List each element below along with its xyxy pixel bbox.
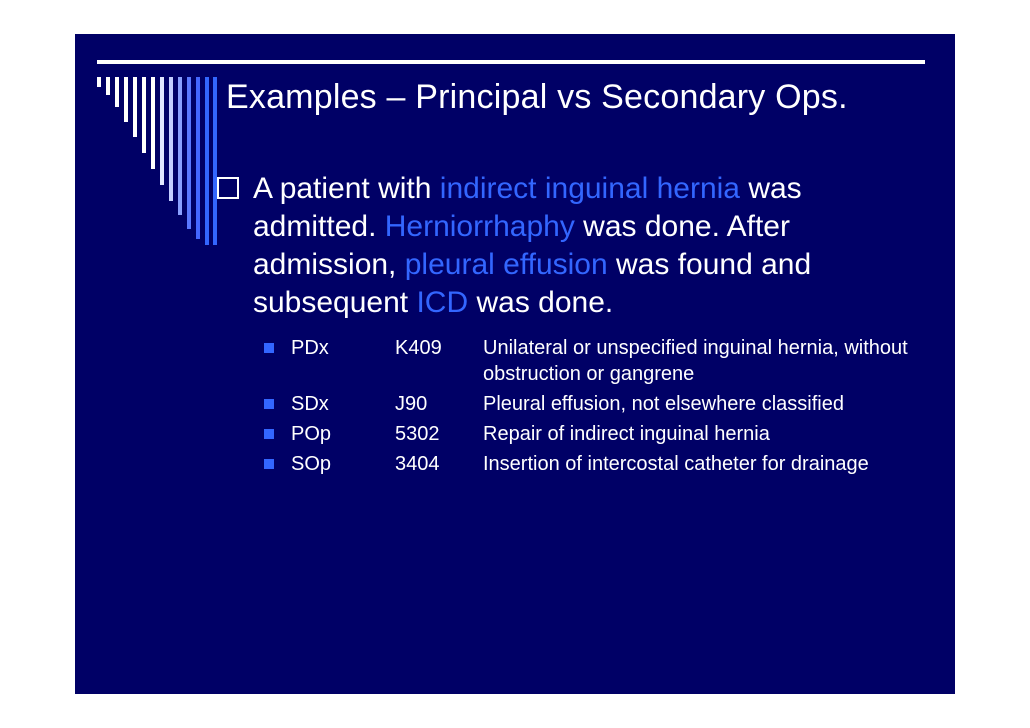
bar — [97, 77, 101, 87]
code-row — [264, 391, 924, 417]
bar — [151, 77, 155, 169]
decorative-bars — [97, 77, 217, 247]
main-bullet — [217, 170, 917, 322]
bar — [160, 77, 164, 185]
bar — [106, 77, 110, 95]
square-bullet-icon — [264, 343, 274, 353]
slide-title: Examples – Principal vs Secondary Ops. — [226, 78, 848, 116]
code-type: POp — [291, 423, 332, 445]
main-bullet-text — [253, 170, 917, 322]
code-row — [264, 451, 924, 477]
top-rule — [97, 60, 925, 64]
bar — [115, 77, 119, 107]
code-description: Unilateral or unspecified inguinal hernia, without obstruction or gangrene — [483, 337, 908, 385]
code-value: 5302 — [395, 423, 440, 445]
bar — [187, 77, 191, 229]
highlighted-term: ICD — [416, 286, 469, 319]
code-description: Pleural effusion, not elsewhere classified — [483, 393, 844, 415]
highlighted-term: indirect inguinal hernia — [439, 172, 740, 205]
square-bullet-icon — [264, 459, 274, 469]
bar — [133, 77, 137, 137]
code-row — [264, 335, 924, 387]
bar — [205, 77, 209, 245]
code-description: Repair of indirect inguinal hernia — [483, 423, 770, 445]
bar — [196, 77, 200, 239]
bullet-text-segment: was done. After admission, — [253, 210, 790, 281]
slide — [75, 34, 955, 694]
code-type: SOp — [291, 453, 332, 475]
code-description: Insertion of intercostal catheter for drainage — [483, 453, 869, 475]
highlighted-term: pleural effusion — [404, 248, 608, 281]
code-row — [264, 421, 924, 447]
code-type: SDx — [291, 393, 329, 415]
code-value: J90 — [395, 393, 428, 415]
code-type: PDx — [291, 337, 329, 359]
bar — [124, 77, 128, 122]
bullet-text-segment: was admitted. — [253, 172, 802, 243]
bar — [169, 77, 173, 201]
bullet-text-segment: A patient with — [253, 172, 440, 205]
bullet-text-segment: was done. — [468, 286, 614, 319]
bar — [178, 77, 182, 215]
bar — [142, 77, 146, 153]
bullet-text-segment: was found and subsequent — [253, 248, 812, 319]
checkbox-bullet-icon — [217, 177, 239, 199]
square-bullet-icon — [264, 429, 274, 439]
code-list — [264, 335, 924, 481]
square-bullet-icon — [264, 399, 274, 409]
code-value: K409 — [395, 337, 442, 359]
highlighted-term: Herniorrhaphy — [384, 210, 575, 243]
code-value: 3404 — [395, 453, 440, 475]
